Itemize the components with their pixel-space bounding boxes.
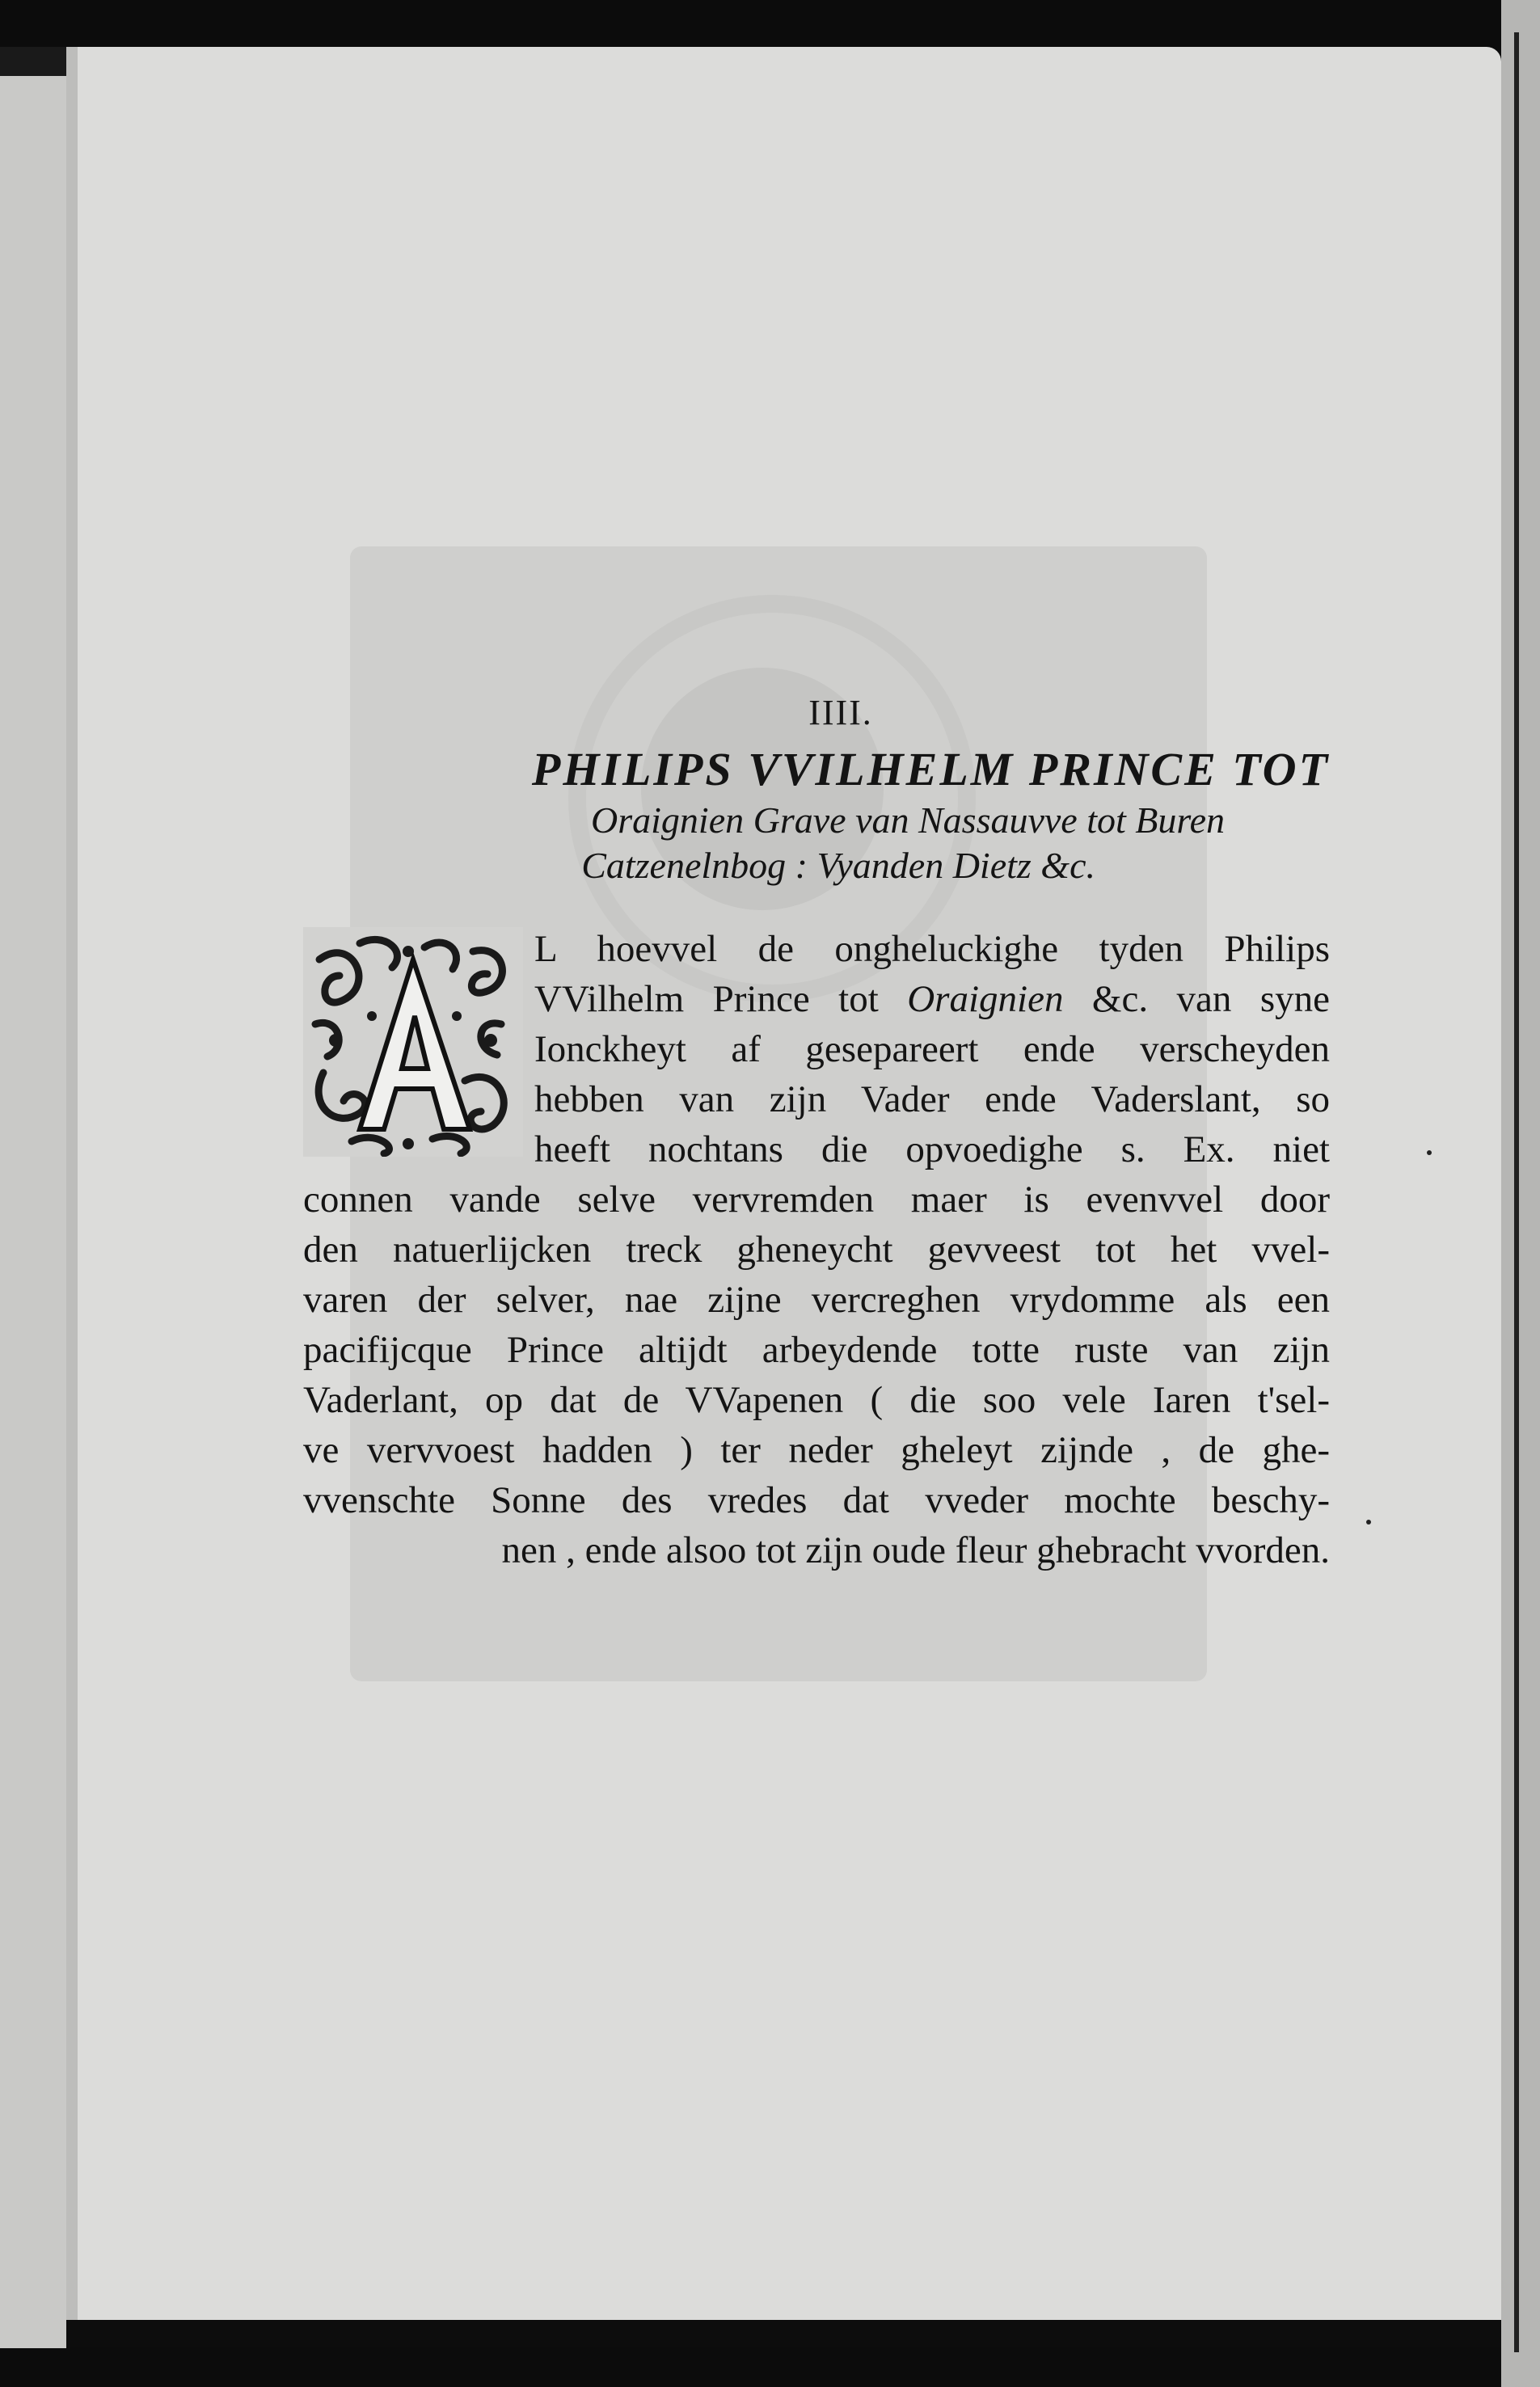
foliage-ornament-icon bbox=[303, 927, 523, 1157]
ink-speck bbox=[1427, 1150, 1432, 1155]
book-fore-edge bbox=[1501, 0, 1540, 2387]
body-line-13: nen , ende alsoo tot zijn oude fleur ghebracht vvorden. bbox=[501, 1529, 1330, 1571]
folio-number: IIII. bbox=[808, 693, 873, 732]
body-line-6: connen vande selve vervremden maer is evenvvel door bbox=[303, 1179, 1330, 1221]
body-line-9: pacifijcque Prince altijdt arbeydende totte ruste van zijn bbox=[303, 1329, 1330, 1371]
body-line-10: Vaderlant, op dat de VVapenen ( die soo vele Iaren t'sel- bbox=[303, 1379, 1330, 1421]
body-line-5: heeft nochtans die opvoedighe s. Ex. niet bbox=[534, 1128, 1330, 1170]
body-paragraph bbox=[303, 924, 1330, 1575]
body-line-7: den natuerlijcken treck gheneycht gevveest tot het vvel- bbox=[303, 1229, 1330, 1271]
italic-place-name: Oraignien bbox=[907, 978, 1064, 1020]
body-line-11: ve vervvoest hadden ) ter neder gheleyt zijnde , de ghe- bbox=[303, 1429, 1330, 1471]
decorated-initial bbox=[303, 927, 523, 1157]
gutter-shade bbox=[66, 47, 78, 2347]
heading-line-1: PHILIPS VVILHELM PRINCE TOT bbox=[531, 743, 1330, 795]
heading-line-2: Oraignien Grave van Nassauvve tot Buren bbox=[591, 799, 1225, 841]
body-line-3: Ionckheyt af gesepareert ende verscheyden bbox=[534, 1028, 1330, 1070]
facing-page-edge bbox=[0, 69, 66, 2348]
heading-line-3: Catzenelnbog : Vyanden Dietz &c. bbox=[581, 845, 1095, 886]
body-line-4: hebben van zijn Vader ende Vaderslant, so bbox=[534, 1078, 1330, 1120]
body-line-8: varen der selver, nae zijne vercreghen vrydomme als een bbox=[303, 1279, 1330, 1321]
text-block bbox=[303, 692, 1330, 1575]
body-line-1: L hoevvel de ongheluckighe tyden Philips bbox=[534, 928, 1330, 970]
body-line-2-end: &c. van syne bbox=[1091, 978, 1331, 1020]
body-line-12: vvenschte Sonne des vredes dat vveder mochte beschy- bbox=[303, 1479, 1330, 1521]
body-line-2-start: VVilhelm Prince tot bbox=[534, 978, 879, 1020]
bottom-shadow bbox=[66, 2320, 1501, 2347]
facing-page-shadow bbox=[0, 47, 66, 76]
fore-edge-shadow bbox=[1514, 32, 1519, 2352]
ink-speck bbox=[1366, 1520, 1371, 1525]
